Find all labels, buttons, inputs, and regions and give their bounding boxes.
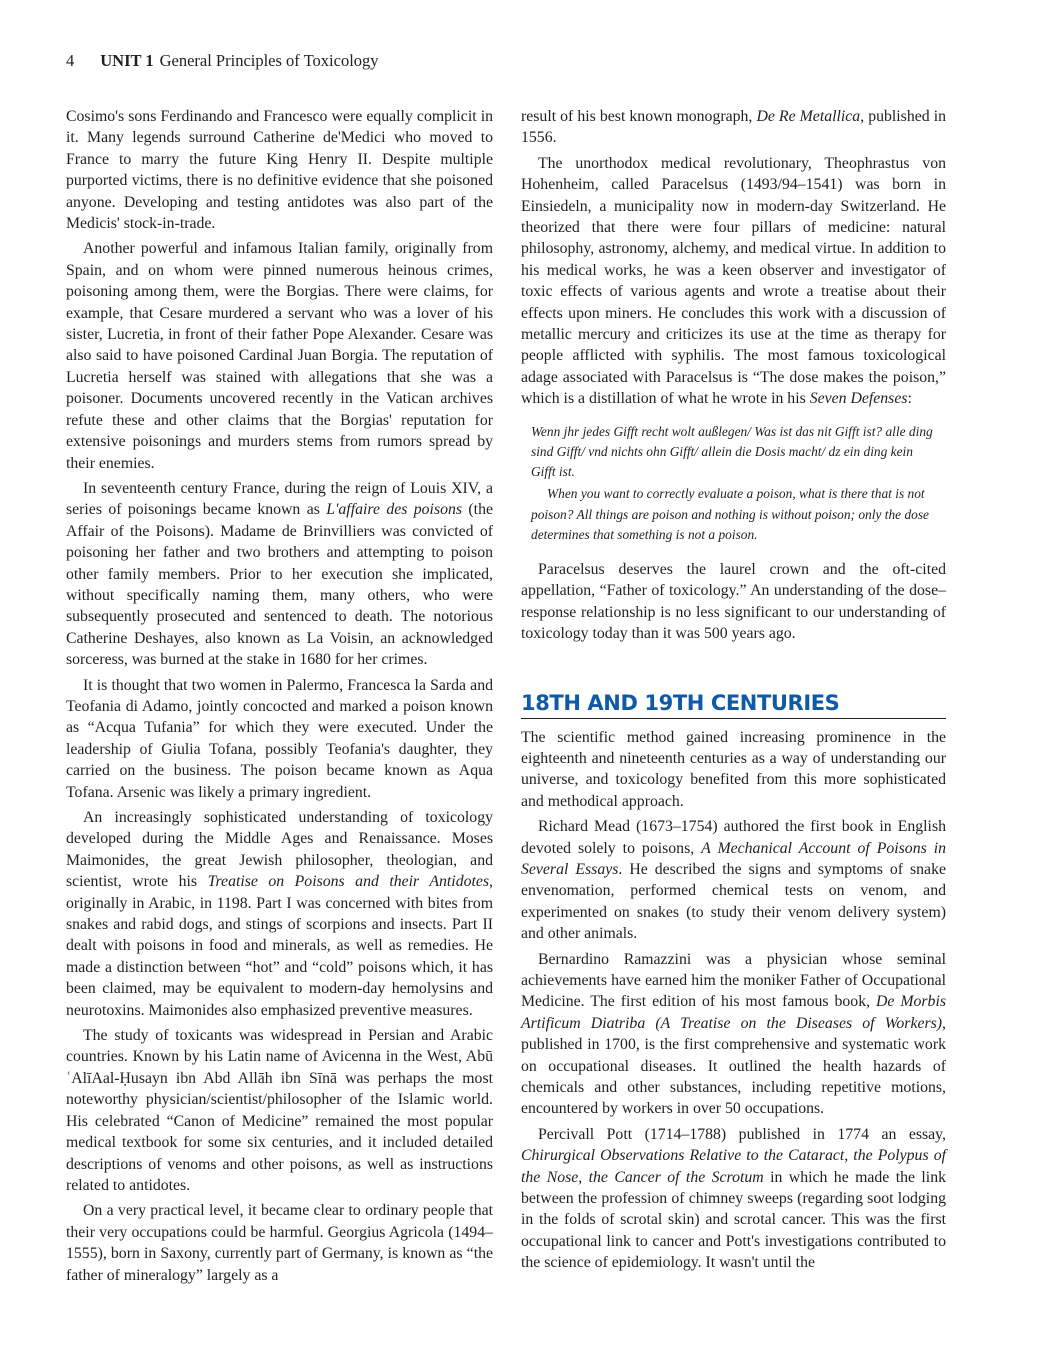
paragraph: It is thought that two women in Palermo, Francesca la Sarda and Teofania di Adamo, jointly concocted and marked a poison known as “Acqua Tufania” for which they were executed. Under the leadership of Giulia Tofana, possibly Teofania's daughter, they carried on the business. The poison became known as Aqua Tofana. Arsenic was likely a primary ingredient. bbox=[66, 676, 493, 801]
paragraph bbox=[66, 807, 493, 1021]
text-run: , published in 1556. bbox=[521, 108, 946, 147]
unit-label: UNIT 1 bbox=[100, 51, 154, 70]
text-run: , published in 1700, is the first comprehensive and systematic work on occupational diseases. It outlined the health hazards of chemicals and other substances, including repetitive motions, encountered by workers in over 50 occupations. bbox=[521, 1014, 946, 1118]
text-run: . He described the signs and symptoms of snake envenomation, performed chemical tests on venom, and experimented on snakes (to study their venom delivery system) and other animals. bbox=[521, 860, 946, 943]
paragraph: The study of toxicants was widespread in Persian and Arabic countries. Known by his Latin name of Avicenna in the West, Abū ʿAlīAal-Ḥusayn ibn Abd Allāh ibn Sīnā was perhaps the most noteworthy physician/scientist/philosopher of the Islamic world. His celebrated “Canon of Medicine” remained the most popular medical textbook for some six centuries, and it included detailed descriptions of venoms and other poisons, as well as instructions related to antidotes. bbox=[66, 1027, 493, 1194]
left-column bbox=[66, 106, 493, 1286]
block-quote bbox=[531, 422, 936, 545]
italic-title: Seven Defenses bbox=[809, 390, 908, 408]
paragraph bbox=[521, 106, 946, 149]
paragraph: Cosimo's sons Ferdinando and Francesco were equally complicit in it. Many legends surround Catherine de'Medici who moved to France to marry the future King Henry II. Despite multiple purported victims, there is no definitive evidence that she poisoned anyone. Developing and testing antidotes was also part of the Medicis' stock-in-trade. bbox=[66, 108, 493, 233]
paragraph bbox=[66, 478, 493, 671]
text-run: : bbox=[907, 390, 912, 408]
paragraph: Another powerful and infamous Italian family, originally from Spain, and on whom were pinned numerous heinous crimes, poisoning among them, were the Borgias. There were claims, for example, that Cesare murdered a servant who was a lover of his sister, Lucretia, in front of their father Pope Alexander. Cesare was also said to have poisoned Cardinal Juan Borgia. The reputation of Lucretia herself was stained with allegations that she was a poisoner. Documents uncovered recently in the Vatican archives refute these and other claims that the Borgias' reputation for extensive poisonings and murders stems from rumors spread by their enemies. bbox=[66, 240, 493, 472]
paragraph: Paracelsus deserves the laurel crown and the oft-cited appellation, “Father of toxicology.” An understanding of the dose–response relationship is no less significant to our understanding of toxicology today than it was 500 years ago. bbox=[521, 560, 946, 643]
text-run: In seventeenth century France, during the reign of Louis XIV, a series of poisonings became known as bbox=[66, 479, 493, 519]
running-header bbox=[66, 51, 379, 71]
italic-title: Chirurgical Observations Relative to the Cataract, the Polypus of the Nose, the Cancer of the Scrotum bbox=[521, 1147, 946, 1186]
text-run: The unorthodox medical revolutionary, Theophrastus von Hohenheim, called Paracelsus (1493/94–1541) was born in Einsiedeln, a municipality now in modern-day Switzerland. He theorized that there were four pillars of medicine: natural philosophy, astronomy, alchemy, and medical virtue. In addition to his medical works, he was a keen observer and investigator of toxic effects of various agents and wrote a treatise about their effects upon miners. He concludes this work with a discussion of metallic mercury and criticizes its use at the time as therapy for people afflicted with syphilis. The most famous toxicological adage associated with Paracelsus is “The dose makes the poison,” which is a distillation of what he wrote in his bbox=[521, 154, 946, 408]
text-run: Percivall Pott (1714–1788) published in 1774 an essay, bbox=[538, 1125, 946, 1143]
italic-title: De Morbis Artificum Diatriba (A Treatise on the Diseases of Workers) bbox=[521, 993, 946, 1032]
text-run: in which he made the link between the profession of chimney sweeps (regarding soot lodging in the folds of scrotal skin) and scrotal cancer. This was the first occupational link to cancer and Pott's investigations contributed to the science of epidemiology. It wasn't until the bbox=[521, 1168, 946, 1272]
paragraph: On a very practical level, it became clear to ordinary people that their very occupations could be harmful. Georgius Agricola (1494–1555), born in Saxony, currently part of Germany, is known as “the father of mineralogy” largely as a bbox=[66, 1202, 493, 1284]
text-run: Bernardino Ramazzini was a physician whose seminal achievements have earned him the moniker Father of Occupational Medicine. The first edition of his most famous book, bbox=[521, 950, 946, 1011]
unit-title: General Principles of Toxicology bbox=[159, 51, 379, 70]
text-run: Richard Mead (1673–1754) authored the first book in English devoted solely to poisons, bbox=[521, 818, 946, 857]
paragraph bbox=[521, 153, 946, 410]
text-run: An increasingly sophisticated understanding of toxicology developed during the Middle Ages and Renaissance. Moses Maimonides, the great Jewish philosopher, theologian, and scientist, wrote his bbox=[66, 809, 493, 891]
italic-title: De Re Metallica bbox=[756, 108, 861, 125]
paragraph bbox=[521, 949, 946, 1120]
quote-english: When you want to correctly evaluate a poison, what is there that is not poison? All things are poison and nothing is without poison; only the dose determines that something is not a poison. bbox=[531, 486, 930, 542]
paragraph bbox=[521, 1124, 946, 1274]
italic-title: Treatise on Poisons and their Antidotes bbox=[207, 873, 490, 891]
section-heading: 18TH AND 19TH CENTURIES bbox=[521, 691, 946, 719]
paragraph bbox=[521, 816, 946, 944]
right-column bbox=[521, 106, 946, 1274]
text-run: (the Affair of the Poisons). Madame de Brinvilliers was convicted of poisoning her father and two brothers and attempting to poison other family members. Prior to her execution she implicated, without specifically naming them, many others, who were subsequently prosecuted and sentenced to death. The notorious Catherine Deshayes, also known as La Voisin, an acknowledged sorceress, was burned at the stake in 1680 for her crimes. bbox=[66, 501, 493, 669]
text-run: , originally in Arabic, in 1198. Part I was concerned with bites from snakes and rabid dogs, and stings of scorpions and insects. Part II dealt with poisons in food and minerals, as well as remedies. He made a distinction between “hot” and “cold” poisons which, it has been claimed, may be equivalent to modern-day hemolysins and neurotoxins. Maimonides also emphasized preventive measures. bbox=[66, 873, 493, 1019]
quote-german: Wenn jhr jedes Gifft recht wolt außlegen/ Was ist das nit Gifft ist? alle ding sind Gifft/ vnd nichts ohn Gifft/ allein die Dosis macht/ dz ein ding kein Gifft ist. bbox=[531, 423, 933, 480]
text-run: result of his best known monograph, bbox=[521, 108, 757, 125]
italic-title: L'affaire des poisons bbox=[326, 501, 463, 519]
italic-title: A Mechanical Account of Poisons in Several Essays bbox=[521, 839, 946, 878]
page-number: 4 bbox=[66, 51, 75, 70]
paragraph: The scientific method gained increasing prominence in the eighteenth and nineteenth centuries as a way of understanding our universe, and toxicology benefited from this more sophisticated and methodical approach. bbox=[521, 728, 946, 810]
